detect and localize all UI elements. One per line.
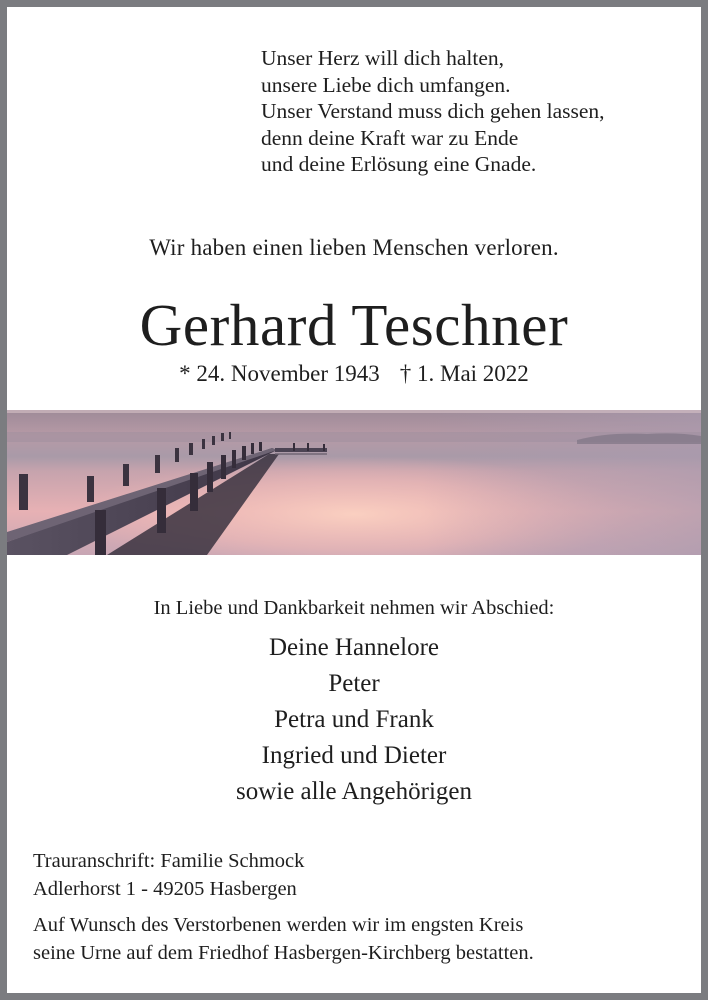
obituary-page — [7, 7, 701, 993]
deceased-name: Gerhard Teschner — [139, 292, 569, 358]
address-line: Trauranschrift: Familie Schmock — [33, 850, 305, 872]
mourner: Deine Hannelore — [268, 634, 440, 661]
mourning-address — [33, 847, 304, 903]
notice-line: Auf Wunsch des Verstorbenen werden wir im engsten Kreis — [33, 914, 524, 936]
address-line: Adlerhorst 1 - 49205 Hasbergen — [33, 878, 297, 900]
poem-line: und deine Erlösung eine Gnade. — [261, 152, 537, 176]
poem-line: Unser Herz will dich halten, — [261, 46, 504, 70]
death-date: † 1. Mai 2022 — [399, 361, 529, 386]
jetty-lake-photo — [7, 410, 701, 555]
mourner: sowie alle Angehörigen — [235, 778, 473, 805]
intro-text: Wir haben einen lieben Menschen verloren. — [149, 235, 559, 260]
mourner: Ingried und Dieter — [261, 742, 447, 769]
birth-date: * 24. November 1943 — [179, 361, 380, 386]
notice-line: seine Urne auf dem Friedhof Hasbergen-Kirchberg bestatten. — [33, 942, 534, 964]
poem-line: denn deine Kraft war zu Ende — [261, 125, 519, 150]
poem-line: unsere Liebe dich umfangen. — [261, 72, 511, 97]
burial-notice — [33, 911, 673, 967]
life-dates — [7, 361, 701, 387]
poem-line: Unser Verstand muss dich gehen lassen, — [261, 99, 605, 123]
mourner: Peter — [328, 670, 380, 697]
farewell-text: In Liebe und Dankbarkeit nehmen wir Abschied: — [153, 597, 555, 619]
mourner: Petra und Frank — [274, 706, 434, 733]
mourners-list — [7, 630, 701, 810]
poem — [261, 45, 605, 178]
